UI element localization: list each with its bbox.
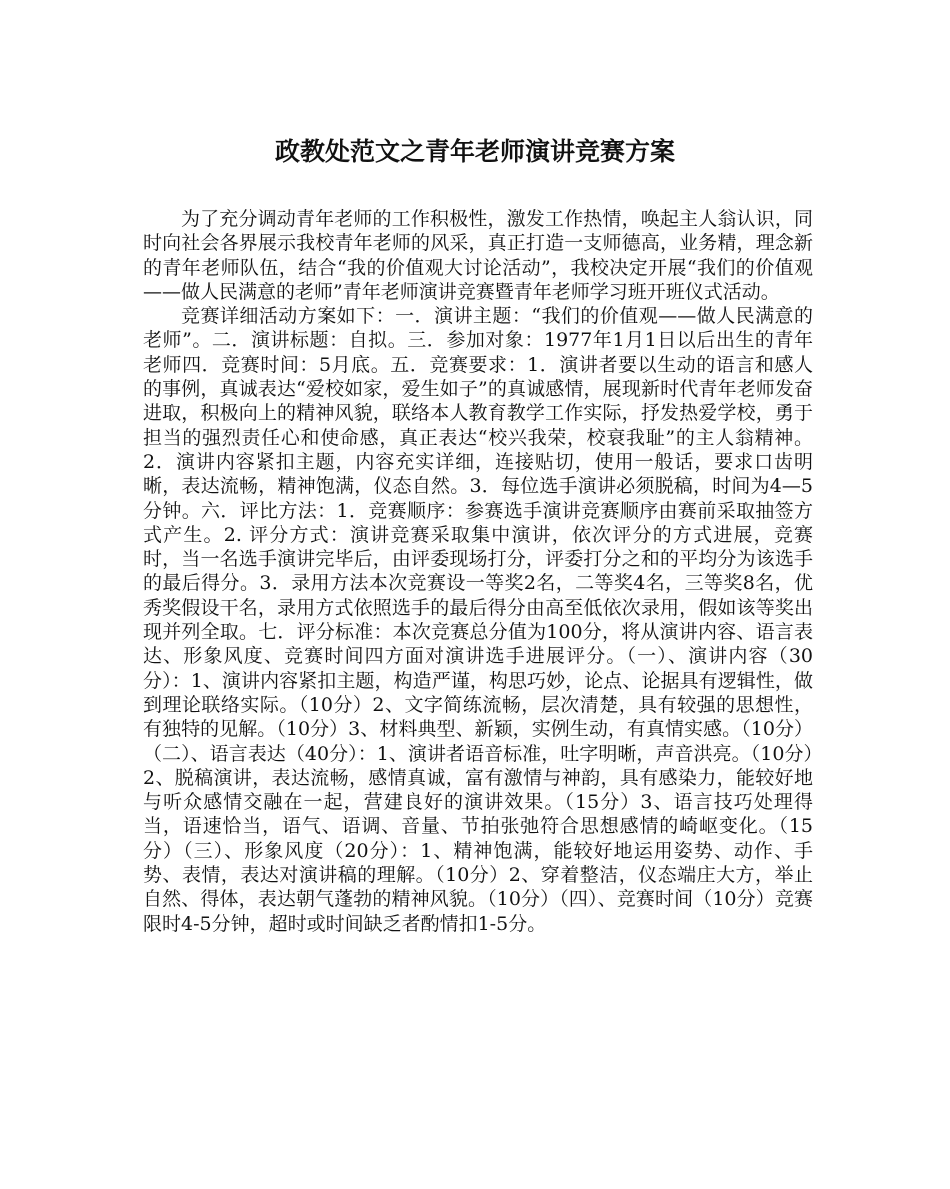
activity-plan-paragraph: 竞赛详细活动方案如下：一．演讲主题：“我们的价值观——做人民满意的老师”。二．演讲标题：自拟。三．参加对象：1977年1月1日以后出生的青年老师四．竞赛时间：5月底。五．竞赛要求：1．演讲者要以生动的语言和感人的事例，真诚表达“爱校如家，爱生如子”的真诚感情，展现新时代青年老师发奋进取，积极向上的精神风貌，联络本人教育教学工作实际，抒发热爱学校，勇于担当的强烈责任心和使命感，真正表达“校兴我荣，校衰我耻”的主人翁精神。2．演讲内容紧扣主题，内容充实详细，连接贴切，使用一般话，要求口齿明晰，表达流畅，精神饱满，仪态自然。3．每位选手演讲必须脱稿，时间为4—5分钟。六．评比方法：1．竞赛顺序：参赛选手演讲竞赛顺序由赛前采取抽签方式产生。2. 评分方式：演讲竞赛采取集中演讲，依次评分的方式进展，竞赛时，当一名选手演讲完毕后，由评委现场打分，评委打分之和的平均分为该选手的最后得分。3．录用方法本次竞赛设一等奖2名，二等奖4名，三等奖8名，优秀奖假设干名，录用方式依照选手的最后得分由高至低依次录用，假如该等奖出现并列全取。七．评分标准：本次竞赛总分值为100分，将从演讲内容、语言表达、形象风度、竞赛时间四方面对演讲选手进展评分。（一）、演讲内容（30分）：1、演讲内容紧扣主题，构造严谨，构思巧妙，论点、论据具有逻辑性，做到理论联络实际。（10分）2、文字简练流畅，层次清楚，具有较强的思想性，有独特的见解。（10分）3、材料典型、新颖，实例生动，有真情实感。（10分）（二）、语言表达（40分）：1、演讲者语音标准，吐字明晰，声音洪亮。（10分）2、脱稿演讲，表达流畅，感情真诚，富有激情与神韵，具有感染力，能较好地与听众感情交融在一起，营建良好的演讲效果。（15分）3、语言技巧处理得当，语速恰当，语气、语调、音量、节拍张弛符合思想感情的崎岖变化。（15分）（三）、形象风度（20分）：1、精神饱满，能较好地运用姿势、动作、手势、表情，表达对演讲稿的理解。（10分）2、穿着整洁，仪态端庄大方，举止自然、得体，表达朝气蓬勃的精神风貌。（10分）（四）、竞赛时间（10分）竞赛限时4-5分钟，超时或时间缺乏者酌情扣1-5分。 <box>143 305 813 935</box>
document-body <box>143 207 813 936</box>
document-title: 政教处范文之青年老师演讲竞赛方案 <box>274 137 675 166</box>
intro-paragraph: 为了充分调动青年老师的工作积极性，激发工作热情，唤起主人翁认识，同时向社会各界展示我校青年老师的风采，真正打造一支师德高，业务精，理念新的青年老师队伍，结合“我的价值观大讨论活动”，我校决定开展“我们的价值观——做人民满意的老师”青年老师演讲竞赛暨青年老师学习班开班仪式活动。 <box>143 208 813 303</box>
